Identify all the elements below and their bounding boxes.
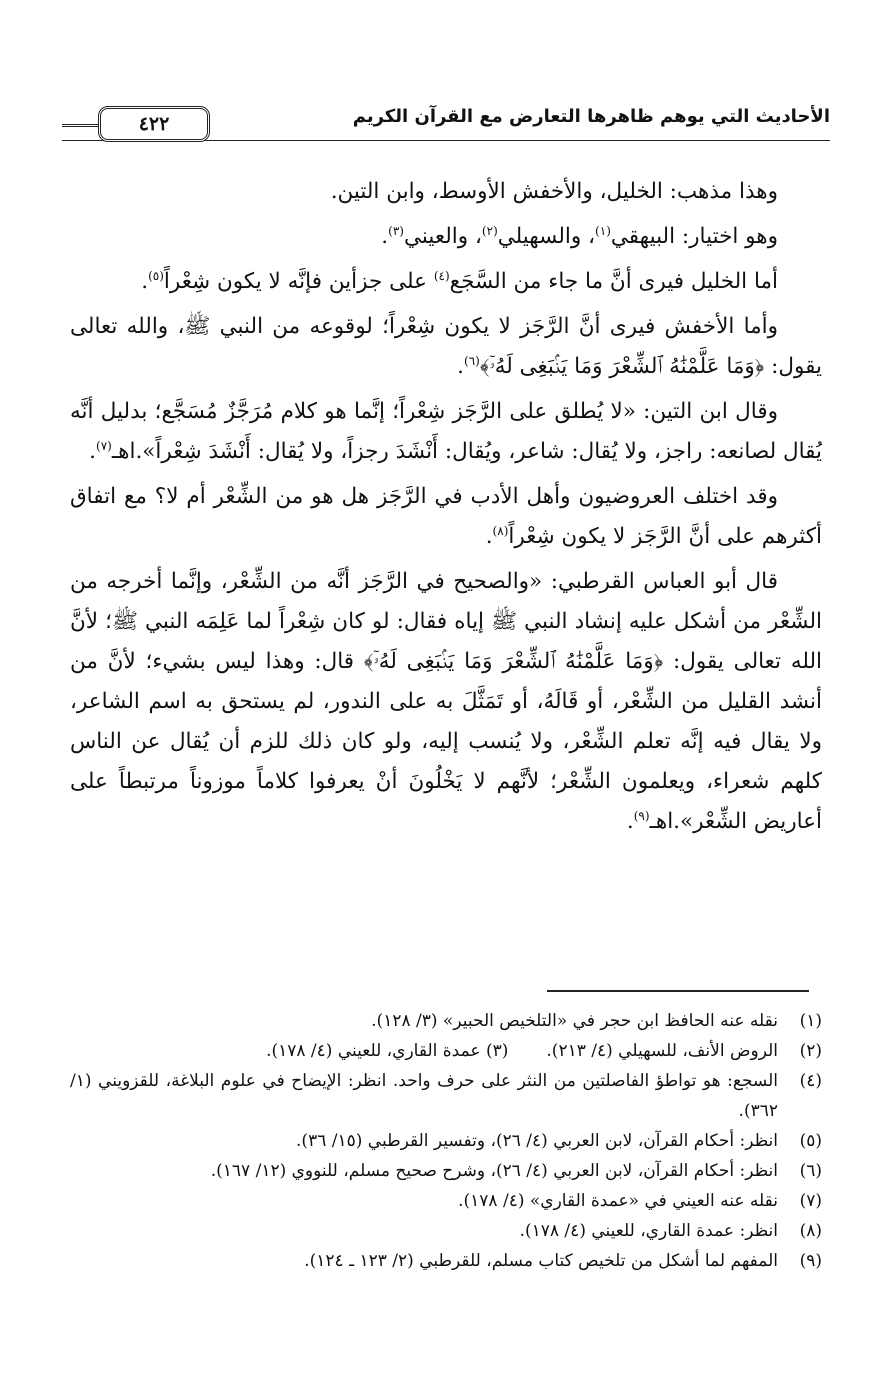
page-header [62, 104, 830, 144]
footnote-ref[interactable]: (٨) [492, 523, 509, 538]
paragraph: وهو اختيار: البيهقي$^{(١)}$، والسهيلي$^{(٢)}$، والعيني$^{(٣)}$. [381, 223, 778, 249]
footnote-number: (٧) [799, 1191, 822, 1211]
footnote-ref[interactable]: (٤) [433, 268, 450, 283]
footnote-number: (١) [799, 1011, 822, 1031]
footnote [70, 1216, 822, 1246]
footnote-separator [547, 990, 809, 992]
footnote [70, 1126, 822, 1156]
paragraph: وقد اختلف العروضيون وأهل الأدب في الرَّجَز هل هو من الشِّعْر أم لا؟ مع اتفاق أكثرهم على أنَّ الرَّجَز لا يكون شِعْراً$^{(٨)}$. [70, 484, 822, 549]
footnote-ref[interactable]: (٣) [388, 223, 404, 238]
footnote [70, 1006, 822, 1036]
paragraph: وقال ابن التين: «لا يُطلق على الرَّجَز شِعْراً؛ إنَّما هو كلام مُرَجَّزٌ مُسَجَّع؛ بدليل أنَّه يُقال لصانعه: راجز، ولا يُقال: شاعر، ويُقال: أَنْشَدَ رجزاً، ولا يُقال: أَنْشَدَ شِعْراً».اهـ$^{(٧)}$. [70, 399, 822, 464]
page-number: ٤٢٢ [138, 113, 170, 135]
footnote-ref[interactable]: (٦) [464, 353, 480, 368]
footnote-text: انظر: أحكام القرآن، لابن العربي (٤/ ٢٦)، وشرح صحيح مسلم، للنووي (١٢/ ١٦٧). [210, 1161, 778, 1181]
paragraph: وأما الأخفش فيرى أنَّ الرَّجَز لا يكون شِعْراً؛ لوقوعه من النبي ﷺ، والله تعالى يقول: ﴿وَمَا عَلَّمْنَٰهُ ٱلشِّعْرَ وَمَا يَنۢبَغِى لَهُۥٓ﴾$^{(٦)}$. [70, 314, 822, 379]
footnote-text: انظر: أحكام القرآن، لابن العربي (٤/ ٢٦)، وتفسير القرطبي (١٥/ ٣٦). [296, 1131, 778, 1151]
header-ornament-lines [62, 124, 98, 127]
footnote-number: (٦) [799, 1161, 822, 1181]
footnote-number: (٩) [799, 1251, 822, 1271]
footnote-text: نقله عنه العيني في «عمدة القاري» (٤/ ١٧٨). [458, 1191, 778, 1211]
footnote-number: (٥) [799, 1131, 822, 1151]
footnote [70, 1186, 822, 1216]
footnote [70, 1246, 822, 1276]
footnote-number: (٣) [485, 1041, 509, 1061]
page-number-frame [98, 106, 210, 142]
footnote-text: المفهم لما أشكل من تلخيص كتاب مسلم، للقرطبي (٢/ ١٢٣ ـ ١٢٤). [304, 1251, 778, 1271]
footnote-text: الروض الأنف، للسهيلي (٤/ ٢١٣). [546, 1041, 778, 1061]
footnote [70, 1156, 822, 1186]
footnote-ref[interactable]: (١) [595, 223, 611, 238]
paragraph: قال أبو العباس القرطبي: «والصحيح في الرَّجَز أنَّه من الشِّعْر، وإنَّما أخرجه من الشِّعْر من أشكل عليه إنشاد النبي ﷺ إياه فقال: لو كان شِعْراً لما عَلِمَه النبي ﷺ؛ لأنَّ الله تعالى يقول: ﴿وَمَا عَلَّمْنَٰهُ ٱلشِّعْرَ وَمَا يَنۢبَغِى لَهُۥٓ﴾ قال: وهذا ليس بشيء؛ لأنَّ من أنشد القليل من الشِّعْر، أو قَالَهُ، أو تَمَثَّلَ به على الندور، لم يستحق به اسم الشاعر، ولا يقال فيه إنَّه تعلم الشِّعْر، ولا يُنسب إليه، ولو كان ذلك للزم أن يُقال عن الناس كلهم شعراء، ويعلمون الشِّعْر؛ لأنَّهم لا يَخْلُونَ أنْ يعرفوا كلاماً موزوناً مرتبطاً على أعاريض الشِّعْر».اهـ$^{(٩)}$. [70, 569, 822, 834]
footnote [70, 1036, 822, 1066]
footnote-ref[interactable]: (٩) [633, 808, 650, 823]
footnote-text: عمدة القاري، للعيني (٤/ ١٧٨). [266, 1041, 481, 1061]
footnote [70, 1066, 822, 1126]
footnote-number: (٨) [799, 1221, 822, 1241]
footnote-text: انظر: عمدة القاري، للعيني (٤/ ١٧٨). [519, 1221, 778, 1241]
footnote-number: (٤) [799, 1071, 822, 1091]
footnote-ref[interactable]: (٢) [481, 223, 498, 238]
footnote-text: السجع: هو تواطؤ الفاصلتين من النثر على حرف واحد. انظر: الإيضاح في علوم البلاغة، للقزويني (١/ ٣٦٢). [70, 1071, 778, 1121]
paragraph: وهذا مذهب: الخليل، والأخفش الأوسط، وابن التين. [330, 179, 778, 204]
footnote-ref[interactable]: (٧) [96, 438, 112, 453]
footnotes [70, 1006, 822, 1276]
paragraph: أما الخليل فيرى أنَّ ما جاء من السَّجَع$^{(٤)}$ على جزأين فإنَّه لا يكون شِعْراً$^{(٥)}$. [141, 268, 778, 294]
footnote-text: نقله عنه الحافظ ابن حجر في «التلخيص الحبير» (٣/ ١٢٨). [371, 1011, 778, 1031]
running-title: الأحاديث التي يوهم ظاهرها التعارض مع القرآن الكريم [352, 106, 830, 127]
main-text [70, 172, 822, 847]
footnote-ref[interactable]: (٥) [148, 268, 164, 283]
footnote-number: (٢) [799, 1041, 822, 1061]
